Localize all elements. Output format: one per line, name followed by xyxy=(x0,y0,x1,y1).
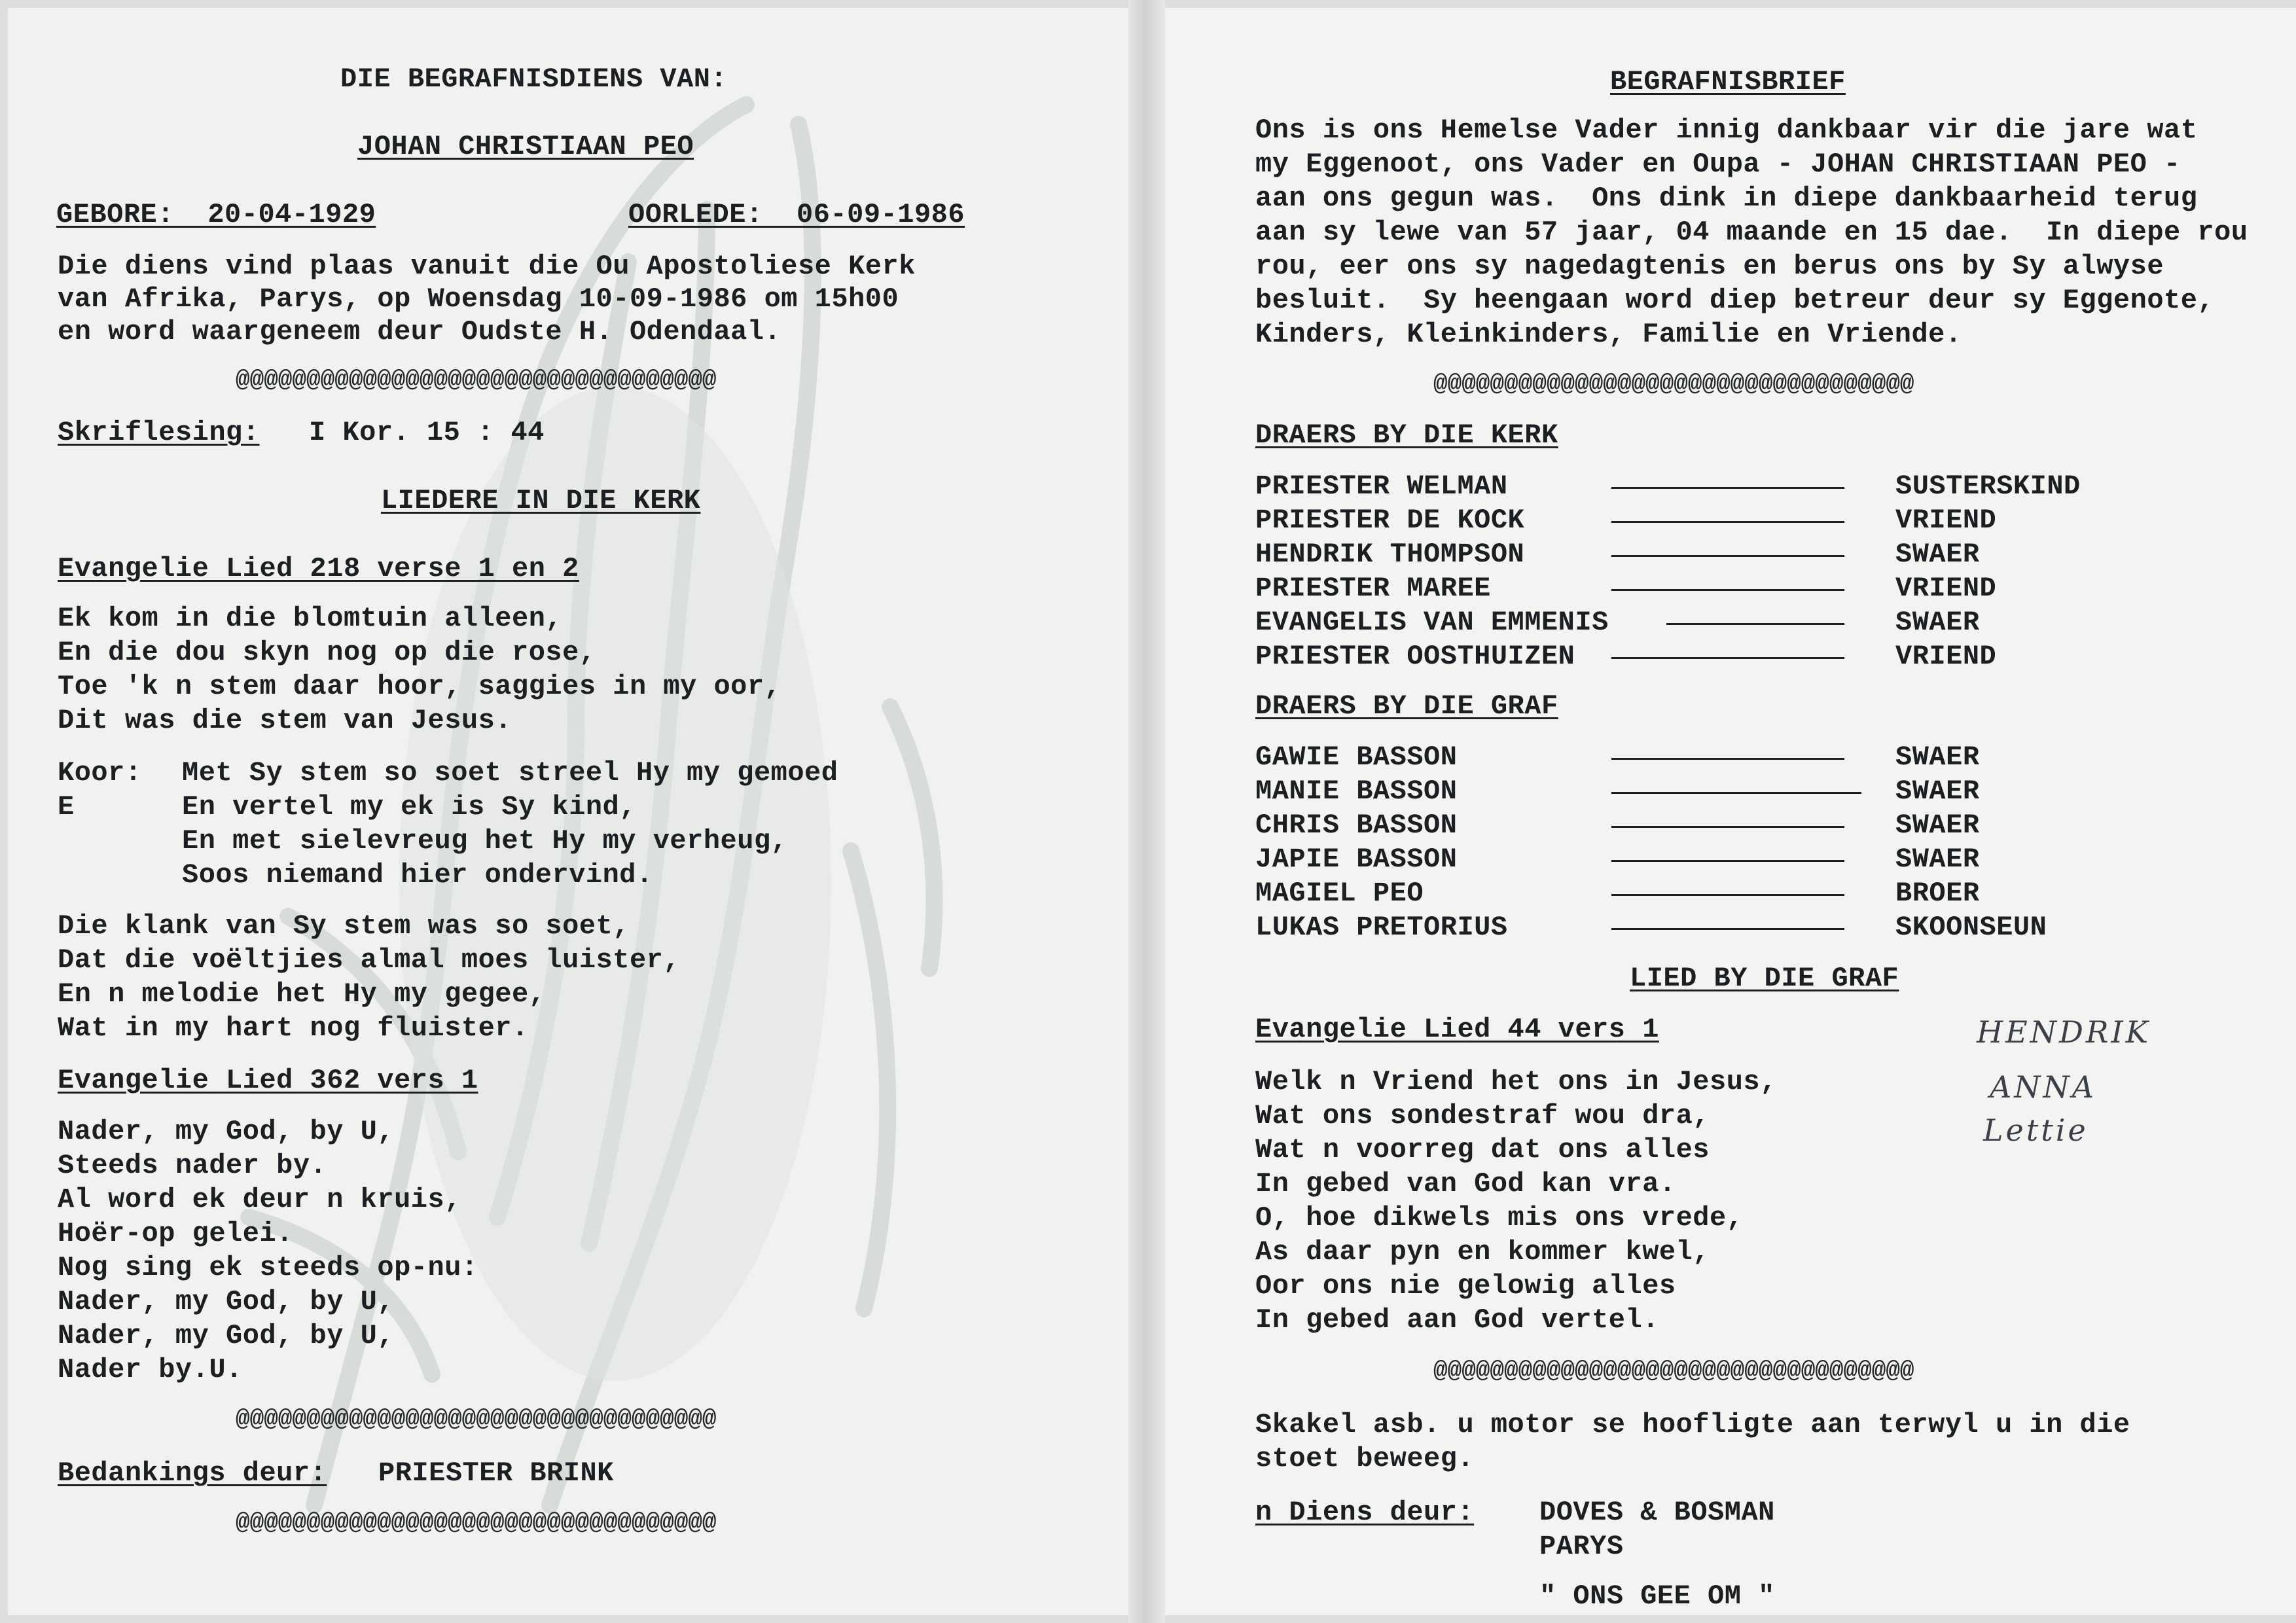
bearer-name: JAPIE BASSON xyxy=(1255,844,1458,875)
song3-line: O, hoe dikwels mis ons vrede, xyxy=(1255,1202,1744,1234)
leader-line xyxy=(1611,928,1844,930)
lights-note-line: stoet beweeg. xyxy=(1255,1443,1475,1474)
letter-line: besluit. Sy heengaan word diep betreur deur sy Eggenote, xyxy=(1255,285,2215,316)
separator: @@@@@@@@@@@@@@@@@@@@@@@@@@@@@@@@@@ xyxy=(1433,1357,1914,1384)
lights-note-line: Skakel asb. u motor se hoofligte aan terwyl u in die xyxy=(1255,1409,2130,1440)
bearer-relation: SWAER xyxy=(1895,810,1980,841)
grave-bearers-heading: DRAERS BY DIE GRAF xyxy=(1255,690,1558,722)
leader-line xyxy=(1611,894,1844,896)
leader-line xyxy=(1611,860,1844,862)
song1-line: En n melodie het Hy my gegee, xyxy=(58,978,546,1010)
bearer-relation: SUSTERSKIND xyxy=(1895,471,2081,502)
deceased-name: JOHAN CHRISTIAAN PEO xyxy=(357,131,694,162)
song3-line: In gebed van God kan vra. xyxy=(1255,1168,1676,1200)
church-bearers-heading: DRAERS BY DIE KERK xyxy=(1255,419,1558,451)
letter-line: aan sy lewe van 57 jaar, 04 maande en 15 dae. In diepe rou xyxy=(1255,217,2248,248)
leader-line xyxy=(1611,487,1844,489)
bearer-name: PRIESTER DE KOCK xyxy=(1255,505,1525,536)
letter-line: aan ons gegun was. Ons dink in diepe dankbaarheid terug xyxy=(1255,183,2198,214)
letter-line: Ons is ons Hemelse Vader innig dankbaar vir die jare wat xyxy=(1255,115,2198,146)
chorus-line: Soos niemand hier ondervind. xyxy=(182,859,653,891)
bearer-relation: VRIEND xyxy=(1895,573,1997,604)
leader-line xyxy=(1611,521,1844,523)
bearer-relation: SWAER xyxy=(1895,539,1980,570)
leader-line xyxy=(1611,657,1844,659)
bearer-relation: VRIEND xyxy=(1895,505,1997,536)
song3-line: Wat n voorreg dat ons alles xyxy=(1255,1134,1710,1166)
song3-line: In gebed aan God vertel. xyxy=(1255,1304,1659,1336)
reading-value: I Kor. 15 : 44 xyxy=(309,417,545,448)
service-intro-line-3: en word waargeneem deur Oudste H. Odendaal. xyxy=(58,316,781,348)
chorus-label: Koor: xyxy=(58,757,142,789)
birth-date: GEBORE: 20-04-1929 xyxy=(56,199,376,230)
leader-line xyxy=(1666,623,1844,625)
bearer-name: GAWIE BASSON xyxy=(1255,741,1458,773)
song1-line: Die klank van Sy stem was so soet, xyxy=(58,910,630,942)
service-provider: DOVES & BOSMAN xyxy=(1539,1497,1775,1528)
bearer-name: MAGIEL PEO xyxy=(1255,878,1424,909)
service-intro-line-2: van Afrika, Parys, op Woensdag 10-09-1986 om 15h00 xyxy=(58,283,899,315)
letter-line: my Eggenoot, ons Vader en Oupa - JOHAN CHRISTIAAN PEO - xyxy=(1255,149,2181,180)
bearer-name: PRIESTER OOSTHUIZEN xyxy=(1255,641,1575,672)
song2-title: Evangelie Lied 362 vers 1 xyxy=(58,1065,478,1096)
letter-heading: BEGRAFNISBRIEF xyxy=(1610,66,1846,98)
song2-line: Al word ek deur n kruis, xyxy=(58,1184,461,1215)
separator: @@@@@@@@@@@@@@@@@@@@@@@@@@@@@@@@@@ xyxy=(236,366,717,393)
bearer-relation: BROER xyxy=(1895,878,1980,909)
separator: @@@@@@@@@@@@@@@@@@@@@@@@@@@@@@@@@@ xyxy=(236,1406,717,1433)
song2-line: Nader, my God, by U, xyxy=(58,1320,395,1351)
bearer-relation: SWAER xyxy=(1895,776,1980,807)
bearer-relation: SKOONSEUN xyxy=(1895,912,2047,943)
service-title: DIE BEGRAFNISDIENS VAN: xyxy=(340,63,728,95)
leader-line xyxy=(1611,826,1844,828)
motto: " ONS GEE OM " xyxy=(1539,1580,1775,1612)
song1-line: Dit was die stem van Jesus. xyxy=(58,705,512,736)
bearer-name: MANIE BASSON xyxy=(1255,776,1458,807)
song2-line: Nader, my God, by U, xyxy=(58,1286,395,1317)
grave-song-heading: LIED BY DIE GRAF xyxy=(1630,963,1899,994)
bearer-relation: SWAER xyxy=(1895,607,1980,638)
thanks-value: PRIESTER BRINK xyxy=(378,1457,614,1489)
bearer-name: LUKAS PRETORIUS xyxy=(1255,912,1508,943)
song3-title: Evangelie Lied 44 vers 1 xyxy=(1255,1014,1659,1045)
bearer-name: PRIESTER MAREE xyxy=(1255,573,1491,604)
letter-line: rou, eer ons sy nagedagtenis en berus ons by Sy alwyse xyxy=(1255,251,2164,282)
handwritten-note: Lettie xyxy=(1983,1113,2089,1148)
song3-line: Wat ons sondestraf wou dra, xyxy=(1255,1100,1710,1132)
song1-line: Wat in my hart nog fluister. xyxy=(58,1012,529,1044)
song2-line: Hoër-op gelei. xyxy=(58,1218,293,1249)
death-date: OORLEDE: 06-09-1986 xyxy=(628,199,965,230)
bearer-name: EVANGELIS VAN EMMENIS xyxy=(1255,607,1609,638)
song2-line: Steeds nader by. xyxy=(58,1150,327,1181)
leader-line xyxy=(1611,589,1844,591)
song3-line: As daar pyn en kommer kwel, xyxy=(1255,1236,1710,1268)
chorus-line: En vertel my ek is Sy kind, xyxy=(182,791,637,823)
bearer-relation: VRIEND xyxy=(1895,641,1997,672)
bearer-name: CHRIS BASSON xyxy=(1255,810,1458,841)
song1-line: En die dou skyn nog op die rose, xyxy=(58,637,596,668)
song1-line: Toe 'k n stem daar hoor, saggies in my oor, xyxy=(58,671,781,702)
song1-line: Ek kom in die blomtuin alleen, xyxy=(58,603,563,634)
song2-line: Nader by.U. xyxy=(58,1354,243,1385)
leader-line xyxy=(1611,555,1844,557)
bearer-relation: SWAER xyxy=(1895,844,1980,875)
song3-line: Welk n Vriend het ons in Jesus, xyxy=(1255,1066,1777,1097)
songs-heading: LIEDERE IN DIE KERK xyxy=(381,485,701,516)
service-intro-line-1: Die diens vind plaas vanuit die Ou Apostoliese Kerk xyxy=(58,251,916,282)
leader-line xyxy=(1611,792,1861,794)
handwritten-note: ANNA xyxy=(1990,1069,2096,1105)
reading-label: Skriflesing: xyxy=(58,417,260,448)
bearer-name: HENDRIK THOMPSON xyxy=(1255,539,1525,570)
thanks-label: Bedankings deur: xyxy=(58,1457,327,1489)
page-fold xyxy=(1128,0,1165,1623)
letter-line: Kinders, Kleinkinders, Familie en Vriende. xyxy=(1255,319,1962,350)
chorus-line: En met sielevreug het Hy my verheug, xyxy=(182,825,788,857)
bearer-name: PRIESTER WELMAN xyxy=(1255,471,1508,502)
separator: @@@@@@@@@@@@@@@@@@@@@@@@@@@@@@@@@@ xyxy=(1433,370,1914,397)
song2-line: Nog sing ek steeds op-nu: xyxy=(58,1252,478,1283)
song2-line: Nader, my God, by U, xyxy=(58,1116,395,1147)
separator: @@@@@@@@@@@@@@@@@@@@@@@@@@@@@@@@@@ xyxy=(236,1509,717,1536)
song1-line: Dat die voëltjies almal moes luister, xyxy=(58,944,681,976)
service-label: n Diens deur: xyxy=(1255,1497,1475,1528)
song3-line: Oor ons nie gelowig alles xyxy=(1255,1270,1676,1302)
song1-title: Evangelie Lied 218 verse 1 en 2 xyxy=(58,553,579,584)
handwritten-note: HENDRIK xyxy=(1977,1014,2151,1050)
chorus-mark: E xyxy=(58,791,75,823)
leader-line xyxy=(1611,758,1844,760)
service-location: PARYS xyxy=(1539,1531,1624,1562)
bearer-relation: SWAER xyxy=(1895,741,1980,773)
chorus-line: Met Sy stem so soet streel Hy my gemoed xyxy=(182,757,838,789)
